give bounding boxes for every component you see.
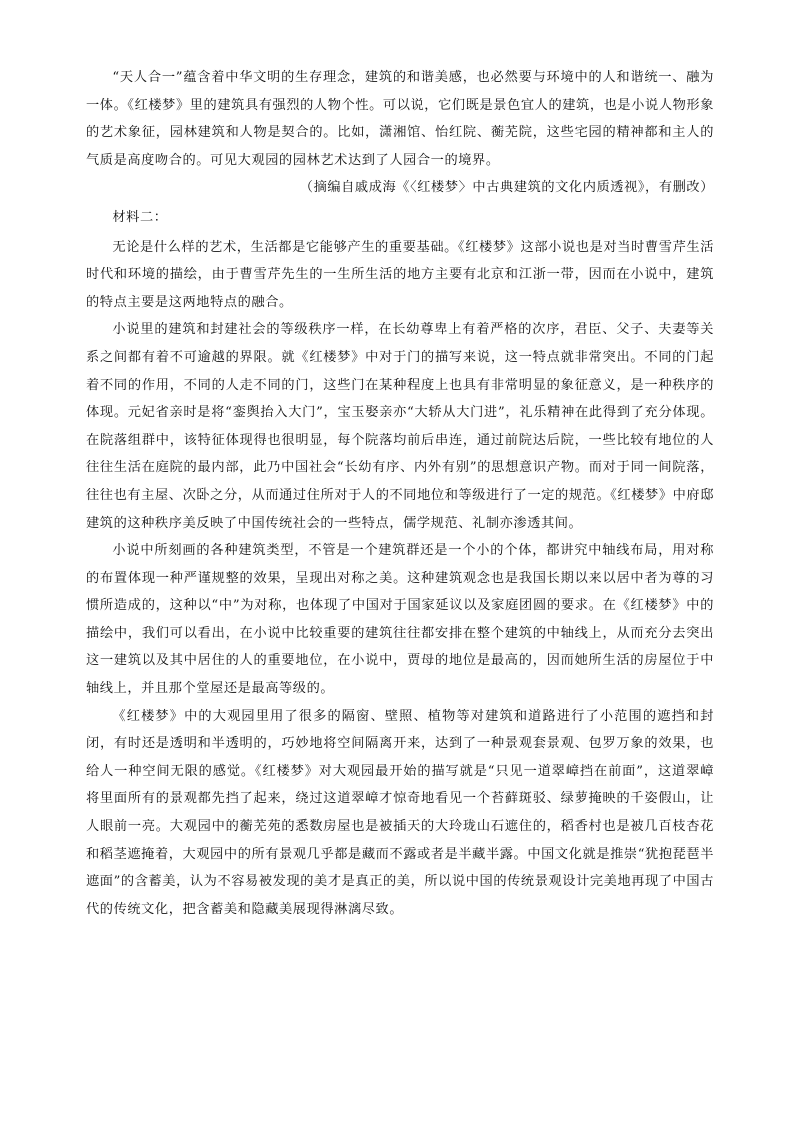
paragraph-unity: “天人合一”蕴含着中华文明的生存理念，建筑的和谐美感，也必然要与环境中的人和谐统一、融为一体。《红楼梦》里的建筑具有强烈的人物个性。可以说，它们既是景色宜人的建筑，也是小说人物形象的艺术象征，园林建筑和人物是契合的。比如，潇湘馆、怡红院、蘅芜院，这些宅园的精神都和主人的气质是高度吻合的。可见大观园的园林艺术达到了人园合一的境界。 xyxy=(86,70,714,168)
paragraph-order: 小说里的建筑和封建社会的等级秩序一样，在长幼尊卑上有着严格的次序，君臣、父子、夫妻等关系之间都有着不可逾越的界限。就《红楼梦》中对于门的描写来说，这一特点就非常突出。不同的门起着不同的作用，不同的人走不同的门，这些门在某种程度上也具有非常明显的象征意义，是一种秩序的体现。元妃省亲时是将“銮舆抬入大门”，宝玉娶亲亦“大轿从大门进”，礼乐精神在此得到了充分体现。在院落组群中，该特征体现得也很明显，每个院落均前后串连，通过前院达后院，一些比较有地位的人往往生活在庭院的最内部，此乃中国社会“长幼有序、内外有别”的思想意识产物。而对于同一间院落，往往也有主屋、次卧之分，从而通过住所对于人的不同地位和等级进行了一定的规范。《红楼梦》中府邸建筑的这种秩序美反映了中国传统社会的一些特点，儒学规范、礼制亦渗透其间。 xyxy=(86,322,714,531)
material-2-heading: 材料二： xyxy=(112,209,168,225)
source-citation: （摘编自戚成海《〈红楼梦〉中古典建筑的文化内质透视》，有删改） xyxy=(299,180,714,196)
document-page xyxy=(86,64,714,923)
paragraph-symmetry: 小说中所刻画的各种建筑类型，不管是一个建筑群还是一个小的个体，都讲究中轴线布局，用对称的布置体现一种严谨规整的效果，呈现出对称之美。这种建筑观念也是我国长期以来以居中者为尊的习惯所造成的，这种以“中”为对称，也体现了中国对于国家延议以及家庭团圆的要求。在《红楼梦》中的描绘中，我们可以看出，在小说中比较重要的建筑往往都安排在整个建筑的中轴线上，从而充分去突出这一建筑以及其中居住的人的重要地位，在小说中，贾母的地位是最高的，因而她所生活的房屋位于中轴线上，并且那个堂屋还是最高等级的。 xyxy=(86,543,714,697)
paragraph-life-basis: 无论是什么样的艺术，生活都是它能够产生的重要基础。《红楼梦》这部小说也是对当时曹雪芹生活时代和环境的描绘，由于曹雪芹先生的一生所生活的地方主要有北京和江浙一带，因而在小说中，建筑的特点主要是这两地特点的融合。 xyxy=(86,239,714,310)
paragraph-concealment: 《红楼梦》中的大观园里用了很多的隔窗、壁照、植物等对建筑和道路进行了小范围的遮挡和封闭，有时还是透明和半透明的，巧妙地将空间隔离开来，达到了一种景观套景观、包罗万象的效果，也给人一种空间无限的感觉。《红楼梦》对大观园最开始的描写就是“只见一道翠嶂挡在前面”，这道翠嶂将里面所有的景观都先挡了起来，绕过这道翠嶂才惊奇地看见一个苔藓斑驳、绿萝掩映的千姿假山，让人眼前一亮。大观园中的蘅芜苑的悉数房屋也是被插天的大玲珑山石遮住的，稻香村也是被几百枝杏花和稻茎遮掩着，大观园中的所有景观几乎都是藏而不露或者是半藏半露。中国文化就是推崇“犹抱琵琶半遮面”的含蓄美，认为不容易被发现的美才是真正的美，所以说中国的传统景观设计完美地再现了中国古代的传统文化，把含蓄美和隐藏美展现得淋漓尽致。 xyxy=(86,708,714,917)
